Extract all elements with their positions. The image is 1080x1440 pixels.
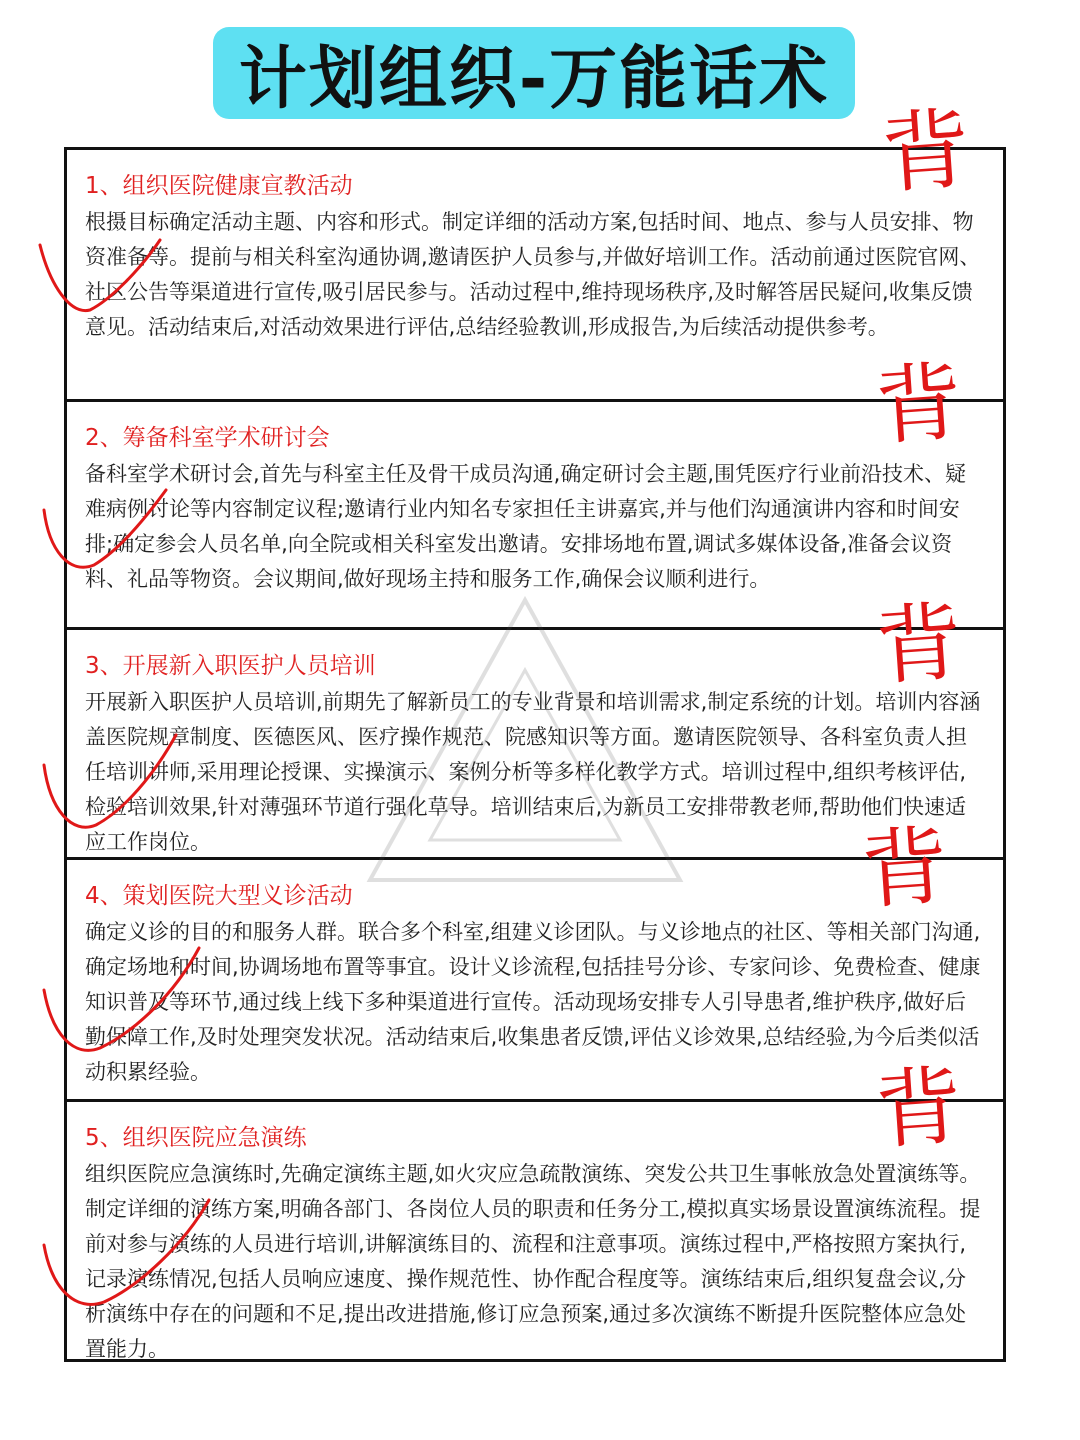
section-body: 确定义诊的目的和服务人群。联合多个科室,组建义诊团队。与义诊地点的社区、等相关部门沟通,确定场地和时间,协调场地布置等事宜。设计义诊流程,包括挂号分诊、专家问诊、免费检查、健康知识普及等环节,通过线上线下多种渠道进行宣传。活动现场安排专人引导患者,维护秩序,做好后勤保障工作,及时处理突发状况。活动结束后,收集患者反馈,评估义诊效果,总结经验,为今后类似活动积累经验。	[85, 920, 981, 1084]
handwritten-note: 背	[872, 592, 966, 698]
handwritten-note: 背	[872, 1056, 966, 1162]
section-1	[67, 150, 1003, 402]
title-banner	[213, 27, 855, 119]
section-3	[67, 630, 1003, 860]
section-5	[67, 1102, 1003, 1359]
handwritten-note: 背	[878, 97, 974, 206]
section-heading: 4、策划医院大型义诊活动	[85, 883, 353, 909]
section-heading: 3、开展新入职医护人员培训	[85, 653, 376, 679]
section-body: 根摄目标确定活动主题、内容和形式。制定详细的活动方案,包括时间、地点、参与人员安排、物资准备等。提前与相关科室沟通协调,邀请医护人员参与,并做好培训工作。活动前通过医院官网、社区公告等渠道进行宣传,吸引居民参与。活动过程中,维持现场秩序,及时解答居民疑问,收集反馈意见。活动结束后,对活动效果进行评估,总结经验教训,形成报告,为后续活动提供参考。	[85, 210, 981, 339]
handwritten-note: 背	[858, 816, 952, 922]
page-title: 计划组织-万能话术	[238, 39, 830, 119]
section-4	[67, 860, 1003, 1102]
section-body: 组织医院应急演练时,先确定演练主题,如火灾应急疏散演练、突发公共卫生事帐放急处置演练等。制定详细的演练方案,明确各部门、各岗位人员的职责和任务分工,模拟真实场景设置演练流程。提前对参与演练的人员进行培训,讲解演练目的、流程和注意事项。演练过程中,严格按照方案执行,记录演练情况,包括人员响应速度、操作规范性、协作配合程度等。演练结束后,组织复盘会议,分析演练中存在的问题和不足,提出改进措施,修订应急预案,通过多次演练不断提升医院整体应急处置能力。	[85, 1162, 981, 1361]
section-2	[67, 402, 1003, 630]
section-heading: 5、组织医院应急演练	[85, 1125, 307, 1151]
section-body: 备科室学术研讨会,首先与科室主任及骨干成员沟通,确定研讨会主题,围凭医疗行业前沿技术、疑难病例讨论等内容制定议程;邀请行业内知名专家担任主讲嘉宾,并与他们沟通演讲内容和时间安排;确定参会人员名单,向全院或相关科室发出邀请。安排场地布置,调试多媒体设备,准备会议资料、礼品等物资。会议期间,做好现场主持和服务工作,确保会议顺利进行。	[85, 462, 967, 591]
handwritten-note: 背	[872, 352, 966, 458]
section-heading: 2、筹备科室学术研讨会	[85, 425, 330, 451]
section-heading: 1、组织医院健康宣教活动	[85, 173, 353, 199]
section-body: 开展新入职医护人员培训,前期先了解新员工的专业背景和培训需求,制定系统的计划。培训内容涵盖医院规章制度、医德医风、医疗操作规范、院感知识等方面。邀请医院领导、各科室负责人担任培训讲师,采用理论授课、实操演示、案例分析等多样化教学方式。培训过程中,组织考核评估,检验培训效果,针对薄强环节道行强化草导。培训结束后,为新员工安排带教老师,帮助他们快速适应工作岗位。	[85, 690, 981, 854]
content-table	[64, 147, 1006, 1362]
